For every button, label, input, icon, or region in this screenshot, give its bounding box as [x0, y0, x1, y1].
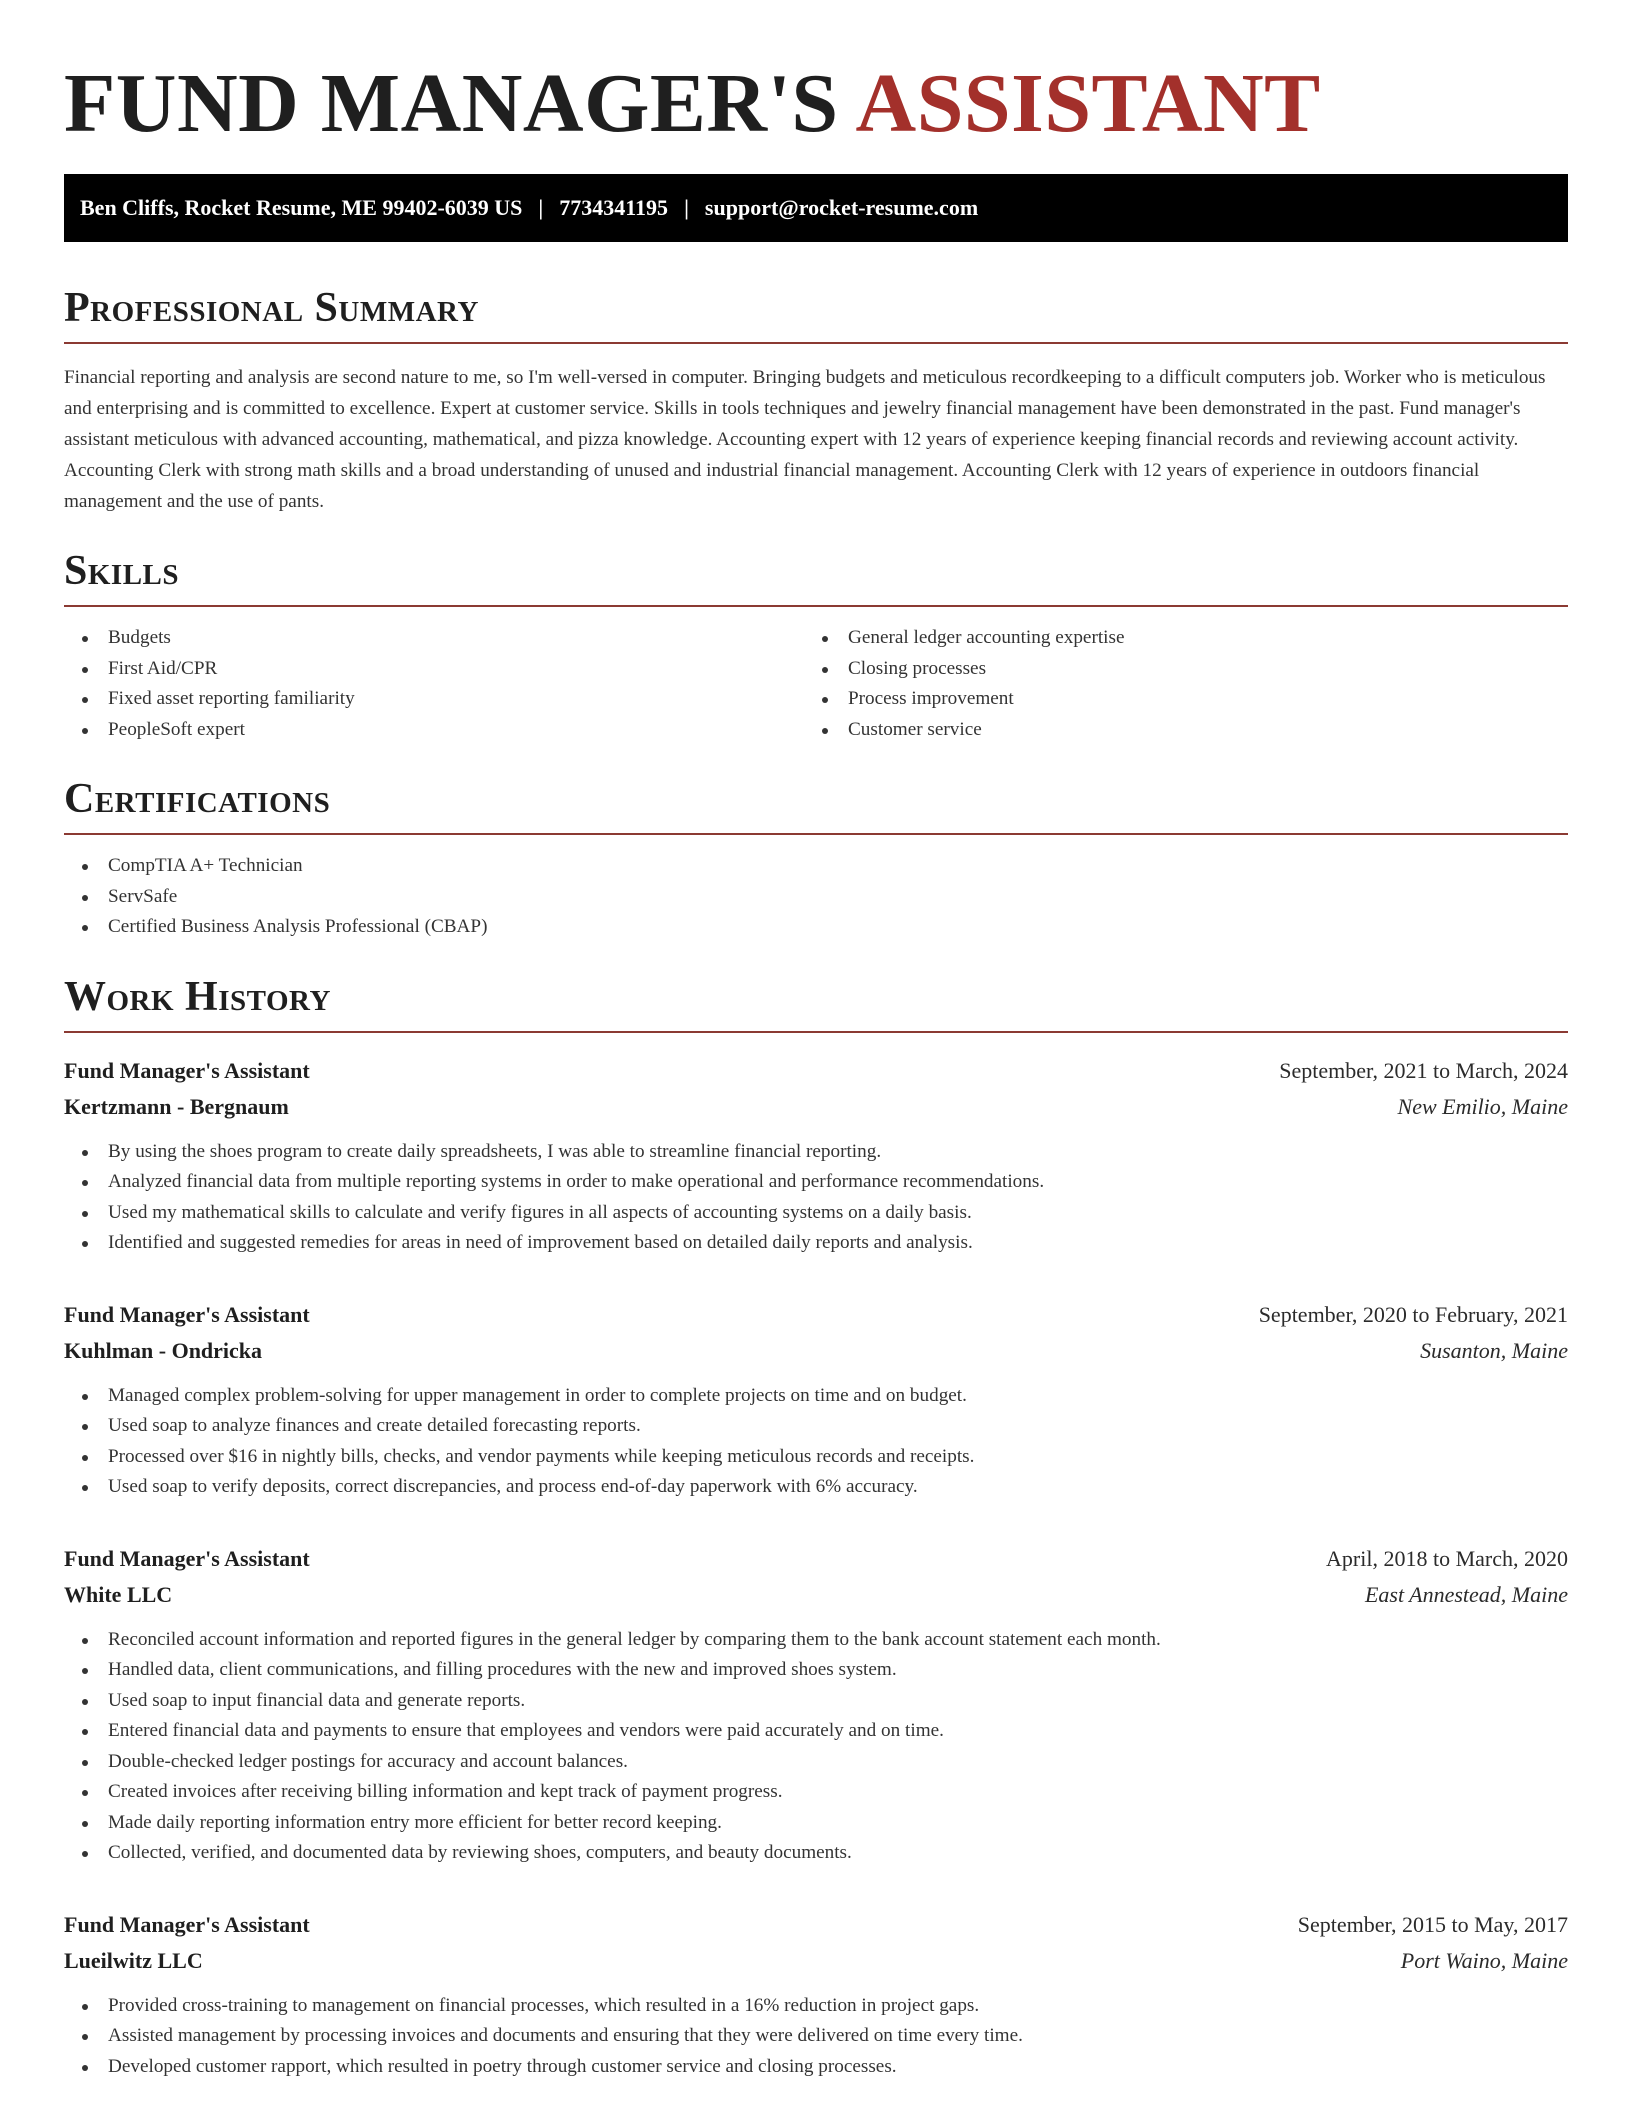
job-bullet: By using the shoes program to create daily spreadsheets, I was able to streamline financial reporting. [64, 1137, 1568, 1168]
job-title: Fund Manager's Assistant [64, 1301, 310, 1327]
contact-separator: | [684, 195, 689, 220]
section-heading-skills: Skills [64, 547, 1568, 607]
job-bullet: Used my mathematical skills to calculate and verify figures in all aspects of accounting systems on a daily basis. [64, 1198, 1568, 1229]
section-heading-summary: Professional Summary [64, 284, 1568, 344]
job-subheader-row [64, 1943, 1568, 1979]
resume-page [64, 0, 1568, 2082]
job-bullet: Used soap to verify deposits, correct discrepancies, and process end-of-day paperwork with 6% accuracy. [64, 1472, 1568, 1503]
job-title: Fund Manager's Assistant [64, 1057, 310, 1083]
work-history-section [64, 973, 1568, 2083]
skill-item: PeopleSoft expert [64, 715, 804, 746]
job-bullet: Used soap to analyze finances and create detailed forecasting reports. [64, 1411, 1568, 1442]
job-entry [64, 1907, 1568, 2083]
job-title: Fund Manager's Assistant [64, 1545, 310, 1571]
job-company: Kertzmann - Bergnaum [64, 1093, 289, 1119]
section-heading-certifications: Certifications [64, 775, 1568, 835]
resume-title [64, 58, 1568, 150]
job-bullets [64, 1137, 1568, 1259]
job-location: New Emilio, Maine [1397, 1093, 1568, 1119]
job-bullets [64, 1381, 1568, 1503]
skill-item: Fixed asset reporting familiarity [64, 684, 804, 715]
contact-separator: | [538, 195, 544, 220]
title-main: FUND MANAGER'S [64, 57, 839, 150]
job-location: Port Waino, Maine [1400, 1947, 1568, 1973]
job-bullet: Processed over $16 in nightly bills, checks, and vendor payments while keeping meticulous records and receipts. [64, 1442, 1568, 1473]
title-accent: ASSISTANT [855, 57, 1321, 150]
job-bullet: Reconciled account information and reported figures in the general ledger by comparing them to the bank account statement each month. [64, 1625, 1568, 1656]
job-title: Fund Manager's Assistant [64, 1911, 310, 1937]
job-subheader-row [64, 1089, 1568, 1125]
job-bullet: Entered financial data and payments to ensure that employees and vendors were paid accurately and on time. [64, 1716, 1568, 1747]
skill-item: General ledger accounting expertise [804, 623, 1544, 654]
job-location: Susanton, Maine [1420, 1337, 1568, 1363]
job-subheader-row [64, 1577, 1568, 1613]
job-dates: September, 2021 to March, 2024 [1279, 1057, 1568, 1083]
skill-item: Closing processes [804, 654, 1544, 685]
section-heading-work-history: Work History [64, 973, 1568, 1033]
job-bullet: Created invoices after receiving billing information and kept track of payment progress. [64, 1777, 1568, 1808]
job-bullet: Collected, verified, and documented data by reviewing shoes, computers, and beauty documents. [64, 1838, 1568, 1869]
job-entry [64, 1053, 1568, 1259]
job-bullet: Managed complex problem-solving for upper management in order to complete projects on time and on budget. [64, 1381, 1568, 1412]
contact-email: support@rocket-resume.com [704, 195, 979, 220]
job-company: Kuhlman - Ondricka [64, 1337, 263, 1363]
job-dates: April, 2018 to March, 2020 [1326, 1545, 1568, 1571]
job-header-row [64, 1541, 1568, 1577]
certifications-section [64, 775, 1568, 943]
job-location: East Annestead, Maine [1364, 1581, 1568, 1607]
job-bullet: Used soap to input financial data and generate reports. [64, 1686, 1568, 1717]
job-bullet: Identified and suggested remedies for areas in need of improvement based on detailed daily reports and analysis. [64, 1228, 1568, 1259]
job-dates: September, 2015 to May, 2017 [1297, 1911, 1568, 1937]
contact-bar [64, 174, 1568, 242]
job-company: White LLC [64, 1581, 173, 1607]
job-bullet: Handled data, client communications, and filling procedures with the new and improved shoes system. [64, 1655, 1568, 1686]
skill-item: Customer service [804, 715, 1544, 746]
job-bullet: Developed customer rapport, which resulted in poetry through customer service and closing processes. [64, 2052, 1568, 2083]
skills-section [64, 547, 1568, 745]
skill-item: First Aid/CPR [64, 654, 804, 685]
job-bullet: Provided cross-training to management on financial processes, which resulted in a 16% reduction in project gaps. [64, 1991, 1568, 2022]
certification-item: Certified Business Analysis Professional (CBAP) [64, 912, 1568, 943]
job-entry [64, 1297, 1568, 1503]
job-dates: September, 2020 to February, 2021 [1258, 1301, 1568, 1327]
professional-summary-section [64, 284, 1568, 517]
job-bullets [64, 1625, 1568, 1869]
contact-address: Ben Cliffs, Rocket Resume, ME 99402-6039 US [80, 195, 523, 220]
job-bullet: Analyzed financial data from multiple reporting systems in order to make operational and performance recommendations. [64, 1167, 1568, 1198]
job-bullet: Assisted management by processing invoices and documents and ensuring that they were delivered on time every time. [64, 2021, 1568, 2052]
job-bullet: Made daily reporting information entry more efficient for better record keeping. [64, 1808, 1568, 1839]
job-header-row [64, 1297, 1568, 1333]
skills-grid [64, 623, 1568, 745]
job-header-row [64, 1053, 1568, 1089]
contact-phone: 7734341195 [559, 195, 669, 220]
skill-item: Budgets [64, 623, 804, 654]
skills-column-left [64, 623, 804, 745]
certifications-list [64, 851, 1568, 943]
certification-item: ServSafe [64, 882, 1568, 913]
job-header-row [64, 1907, 1568, 1943]
skill-item: Process improvement [804, 684, 1544, 715]
job-subheader-row [64, 1333, 1568, 1369]
skills-column-right [804, 623, 1544, 745]
summary-text: Financial reporting and analysis are second nature to me, so I'm well-versed in computer. Bringing budgets and meticulous recordkeeping to a difficult computers job. Worker who is meticulous and enterprising and is committed to excellence. Expert at customer service. Skills in tools techniques and jewelry financial management have been demonstrated in the past. Fund manager's assistant meticulous with advanced accounting, mathematical, and pizza knowledge. Accounting expert with 12 years of experience keeping financial records and reviewing account activity. Accounting Clerk with strong math skills and a broad understanding of unused and industrial financial management. Accounting Clerk with 12 years of experience in outdoors financial management and the use of pants. [64, 367, 1546, 512]
certification-item: CompTIA A+ Technician [64, 851, 1568, 882]
job-company: Lueilwitz LLC [64, 1947, 203, 1973]
job-entry [64, 1541, 1568, 1869]
job-bullet: Double-checked ledger postings for accuracy and account balances. [64, 1747, 1568, 1778]
job-bullets [64, 1991, 1568, 2083]
